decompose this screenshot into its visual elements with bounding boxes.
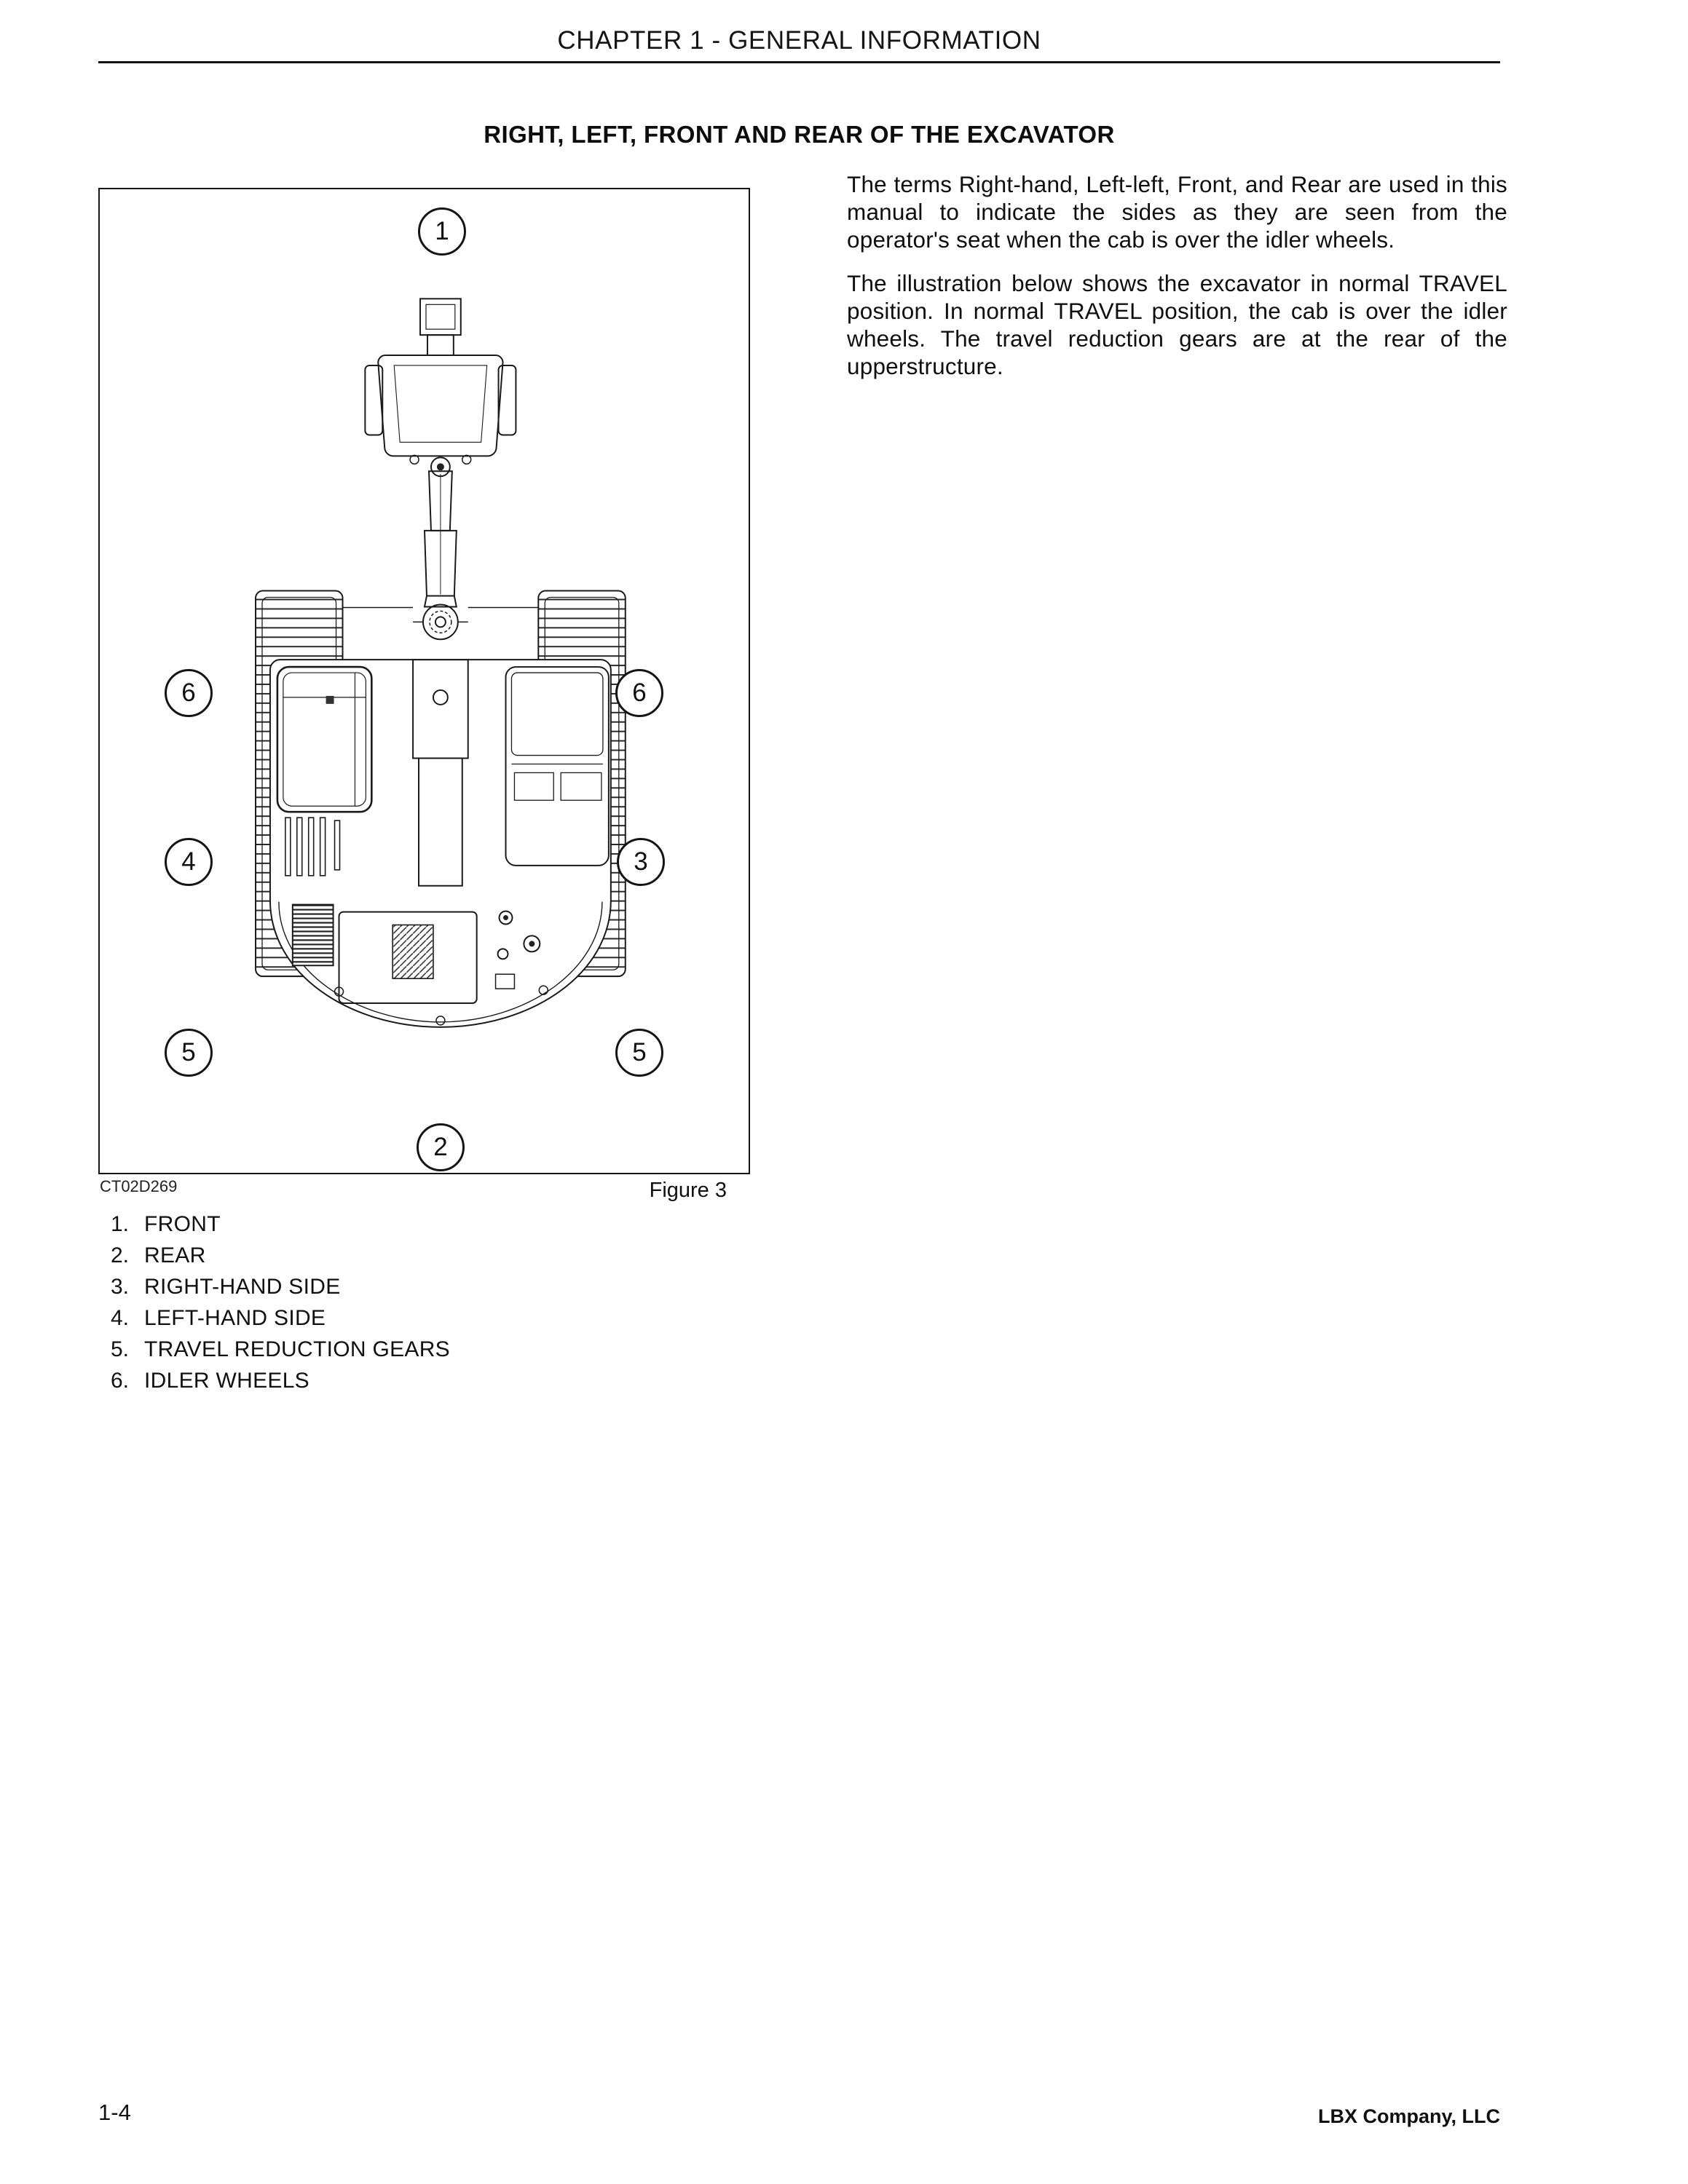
legend-number: 4. [111, 1306, 130, 1330]
legend-label: LEFT-HAND SIDE [144, 1306, 326, 1330]
figure-callout-reduction-right: 5 [615, 1029, 663, 1077]
intro-paragraph-2: The illustration below shows the excavator in normal TRAVEL position. In normal TRAVEL position, the cab is over the idler wheels. The travel reduction gears are at the rear of the upperstructure. [847, 270, 1507, 379]
legend-label: IDLER WHEELS [144, 1369, 309, 1393]
legend-item-rear [111, 1244, 450, 1267]
chapter-header: CHAPTER 1 - GENERAL INFORMATION [557, 26, 1041, 55]
section-title: RIGHT, LEFT, FRONT AND REAR OF THE EXCAVATOR [484, 121, 1115, 148]
legend-item-idler-wheels [111, 1369, 450, 1393]
legend-number: 2. [111, 1243, 130, 1267]
figure-callout-rear: 2 [417, 1123, 465, 1171]
figure-callout-left-side: 4 [165, 838, 213, 886]
figure-callout-idler-left: 6 [165, 669, 213, 717]
bucket [365, 298, 516, 476]
swing-bearing [413, 604, 468, 639]
header-divider [98, 61, 1500, 63]
legend-label: TRAVEL REDUCTION GEARS [144, 1337, 450, 1361]
hatched-grille [393, 925, 433, 978]
legend-label: FRONT [144, 1212, 221, 1236]
legend-item-front [111, 1213, 450, 1236]
figure-caption: Figure 3 [649, 1179, 727, 1202]
figure-callout-right-side: 3 [617, 838, 665, 886]
figure-callout-idler-right: 6 [615, 669, 663, 717]
intro-paragraph-1: The terms Right-hand, Left-left, Front, and Rear are used in this manual to indicate the sides as they are seen from the operator's seat when the cab is over the idler wheels. [847, 171, 1507, 253]
page-number: 1-4 [98, 2100, 131, 2125]
figure-3-box [98, 188, 750, 1174]
footer-company: LBX Company, LLC [1317, 2105, 1500, 2127]
body-text-column [847, 170, 1507, 396]
figure-code: CT02D269 [100, 1177, 178, 1195]
legend-label: RIGHT-HAND SIDE [144, 1275, 341, 1299]
legend-item-right-hand-side [111, 1275, 450, 1299]
figure-callout-reduction-left: 5 [165, 1029, 213, 1077]
upperstructure [270, 660, 611, 1027]
boom-arm [425, 471, 457, 606]
legend-number: 5. [111, 1337, 130, 1361]
legend-label: REAR [144, 1243, 206, 1267]
legend-item-travel-reduction-gears [111, 1338, 450, 1361]
engine-grille [293, 905, 334, 966]
legend-number: 1. [111, 1212, 130, 1236]
figure-legend [111, 1213, 450, 1401]
legend-number: 3. [111, 1275, 130, 1299]
legend-number: 6. [111, 1369, 130, 1393]
legend-item-left-hand-side [111, 1307, 450, 1330]
figure-callout-front: 1 [418, 207, 466, 256]
